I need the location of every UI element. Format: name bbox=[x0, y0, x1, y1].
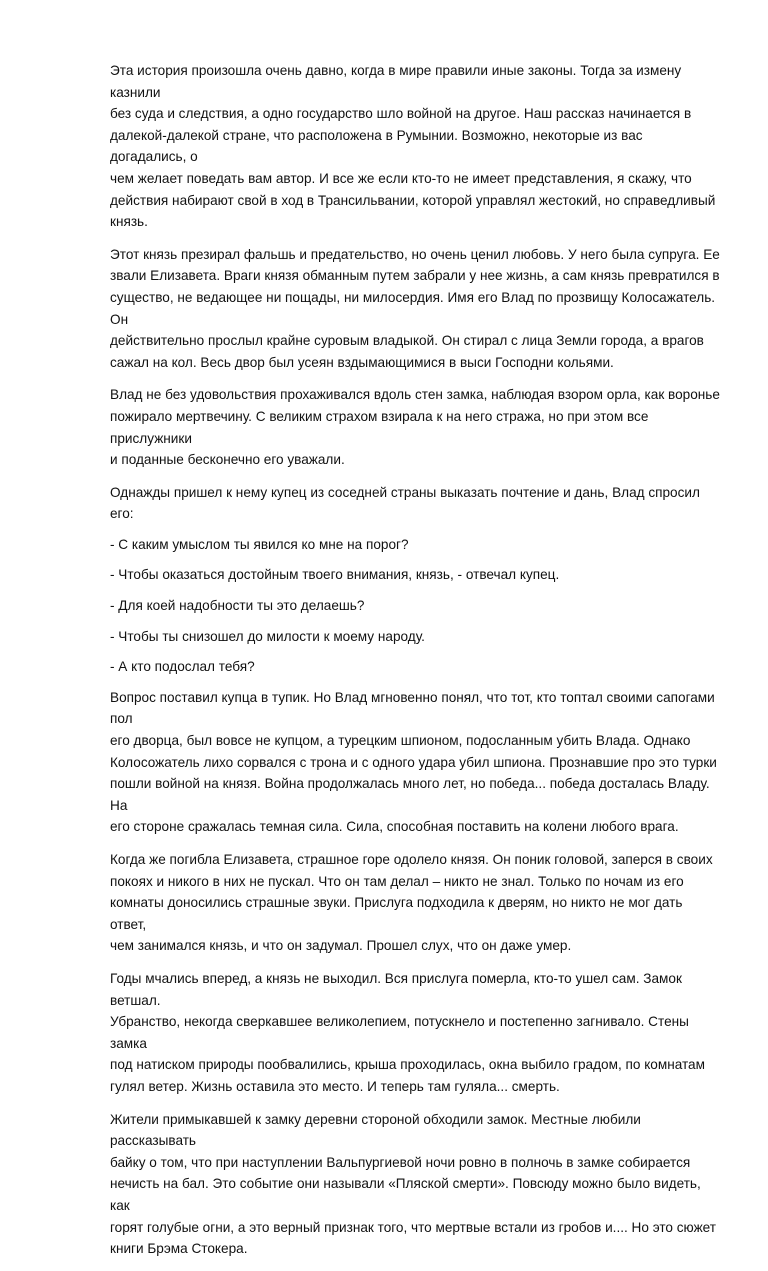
paragraph-grief: Когда же погибла Елизавета, страшное горе одолело князя. Он поник головой, заперся в своих покоях и никого в них не пускал. Что он там делал – никто не знал. Только по ночам из его комнаты доносились страшные звуки. Прислуга подходила к дверям, но никто не мог дать ответ, чем занимался князь, и что он задумал. Прошел слух, что он даже умер. bbox=[110, 852, 713, 954]
dialogue-line-3: - Для коей надобности ты это делаешь? bbox=[110, 598, 365, 614]
paragraph-spy: Вопрос поставил купца в тупик. Но Влад мгновенно понял, что тот, кто топтал своими сапогами пол его дворца, был вовсе не купцом, а турецким шпионом, подосланным убить Влада. Однако Колосожатель лихо сорвался с трона и с одного удара убил шпиона. Прознавшие про это турки пошли войной на князя. Война продолжалась много лет, но победа... победа досталась Владу. На его стороне сражалась темная сила. Сила, способная поставить на колени любого врага. bbox=[110, 689, 717, 835]
paragraph-merchant: Однажды пришел к нему купец из соседней страны выказать почтение и дань, Влад спросил его: bbox=[110, 484, 700, 522]
dialogue-line-4: - Чтобы ты снизошел до милости к моему народу. bbox=[110, 628, 425, 644]
dialogue-line-2: - Чтобы оказаться достойным твоего внимания, князь, - отвечал купец. bbox=[110, 567, 560, 583]
paragraph-prince: Этот князь презирал фальшь и предательство, но очень ценил любовь. У него была супруга. Ее звали Елизавета. Враги князя обманным путем забрали у нее жизнь, а сам князь превратился в существо, не ведающее ни пощады, ни милосердия. Имя его Влад по прозвищу Колосажатель. Он действительно прослыл крайне суровым владыкой. Он стирал с лица Земли города, а врагов сажал на кол. Весь двор был усеян вздымающимися в выси Господни кольями. bbox=[110, 246, 720, 370]
paragraph-intro: Эта история произошла очень давно, когда в мире правили иные законы. Тогда за измену казнили без суда и следствия, а одно государство шло войной на другое. Наш рассказ начинается в далекой-далекой стране, что расположена в Румынии. Возможно, некоторые из вас догадались, о чем желает поведать вам автор. И все же если кто-то не имеет представления, я скажу, что действия набирают свой в ход в Трансильвании, которой управлял жестокий, но справедливый князь. bbox=[110, 63, 716, 230]
document-body bbox=[110, 60, 720, 1271]
dialogue-line-1: - С каким умыслом ты явился ко мне на порог? bbox=[110, 536, 409, 552]
paragraph-walls: Влад не без удовольствия прохаживался вдоль стен замка, наблюдая взором орла, как воронье пожирало мертвечину. С великим страхом взирала к на него стража, но при этом все прислужники и поданные бесконечно его уважали. bbox=[110, 387, 720, 468]
dialogue-line-5: - А кто подослал тебя? bbox=[110, 659, 255, 675]
paragraph-years: Годы мчались вперед, а князь не выходил. Вся прислуга померла, кто-то ушел сам. Замок ветшал. Убранство, некогда сверкавшее великолепием, потускнело и постепенно загнивало. Стены замка под натиском природы пообвалились, крыша проходилась, окна выбило градом, по комнатам гулял ветер. Жизнь оставила это место. И теперь там гуляла... смерть. bbox=[110, 970, 705, 1094]
paragraph-villagers: Жители примыкавшей к замку деревни стороной обходили замок. Местные любили рассказывать байку о том, что при наступлении Вальпургиевой ночи ровно в полночь в замке собирается нечисть на бал. Это событие они называли «Пляской смерти». Повсюду можно было видеть, как горят голубые огни, а это верный признак того, что мертвые встали из гробов и.... Но это сюжет книги Брэма Стокера. bbox=[110, 1111, 717, 1257]
